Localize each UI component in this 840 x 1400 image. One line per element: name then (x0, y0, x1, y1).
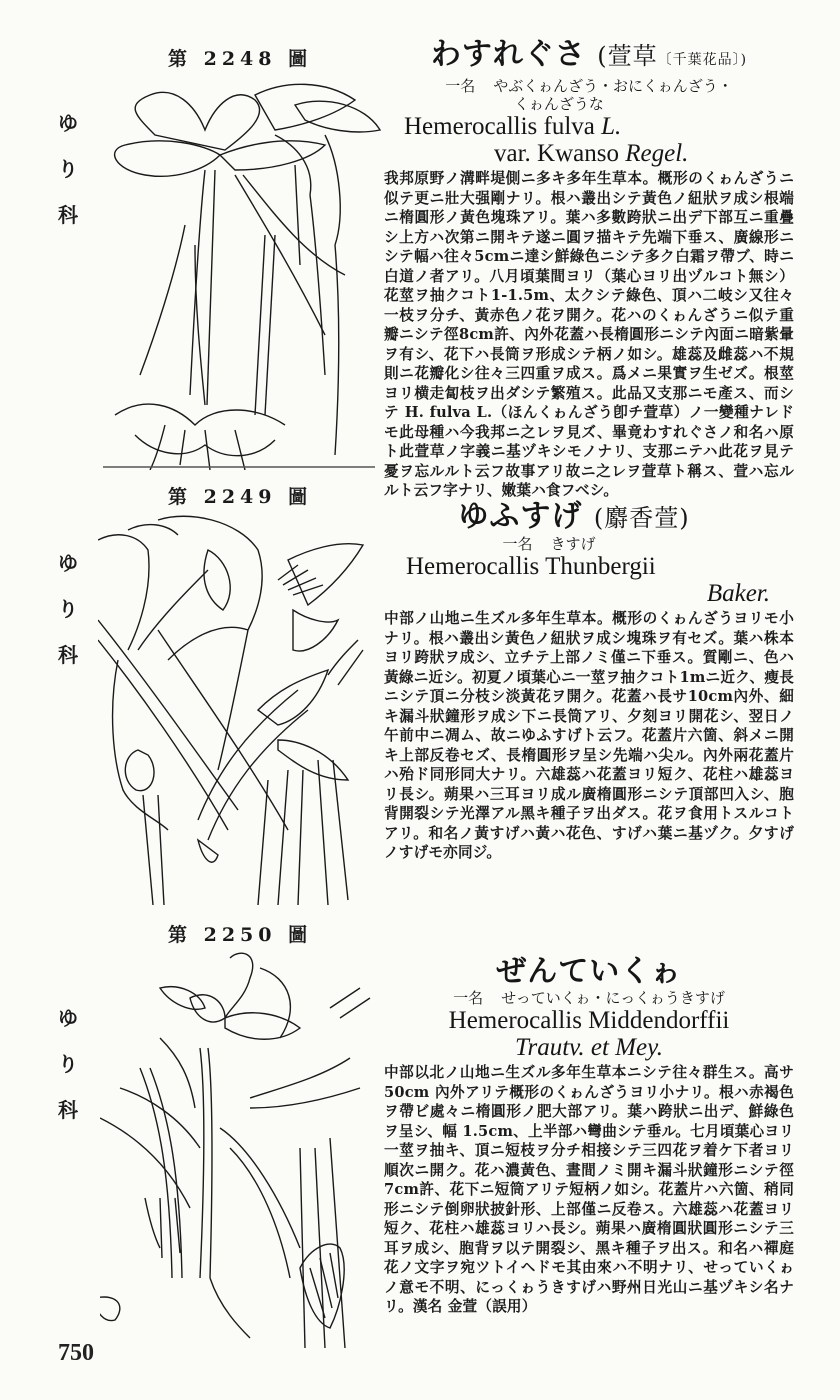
scientific-name: Hemerocallis Middendorffii (448, 1007, 730, 1034)
scientific-name: Hemerocallis Thunbergii (406, 553, 656, 580)
description: 中部以北ノ山地ニ生ズル多年生草本ニシテ往々群生ス。高サ 50cm 內外アリテ概形のくゎんざうヨリ小ナリ。根ハ赤褐色ヲ帶ビ處々ニ楕圓形ノ肥大部アリ。葉ハ跨狀ニ出デ、鮮綠色ヲ呈シ、幅 1.5cm、上半部ハ彎曲シテ垂ル。七月頃葉心ヨリ一莖ヲ抽キ、頂ニ短枝ヲ分チ相接シテ三四花ヲ着ケ下者ヨリ順次ニ開ク。花ハ濃黃色、晝間ノミ開キ漏斗狀鐘形ニシテ徑7cm許、花下ニ短筒アリテ短柄ノ如シ。花蓋片ハ六箇、稍同形ニシテ倒卵狀披針形、上部僅ニ反卷ス。六雄蕊ハ花蓋ヨリ短ク、花柱ハ雄蕊ヨリハ長シ。蒴果ハ廣楕圓狀圓形ニシテ三耳ヲ成シ、胞背ヲ以テ開裂シ、黑キ種子ヲ出ス。和名ハ禪庭花ノ文字ヲ宛ツトイヘドモ其由來ハ不明ナリ、せっていくゎノ意モ不明、にっくゎうきすげハ野州日光山ニ基ヅキシ名ナリ。漢名 金萱（誤用） (384, 1064, 794, 1315)
illustration-hemerocallis-fulva (95, 75, 385, 470)
alternate-names-cont: くゎんざうな (514, 95, 604, 113)
japanese-name: わすれぐさ (萱草〔千葉花品〕) (430, 37, 748, 72)
japanese-name: ぜんていくゎ (496, 954, 682, 989)
scientific-variety: var. Kwanso Regel. (494, 140, 689, 167)
alternate-names: 一名 きすげ (502, 535, 596, 553)
illustration-hemerocallis-thunbergii (98, 510, 378, 905)
family-label: ゆ り 科 (58, 1006, 78, 1122)
family-label: ゆ り 科 (58, 111, 78, 227)
alternate-names: 一名 やぶくゎんざう・おにくゎんざう・ (445, 77, 733, 95)
description: 我邦原野ノ溝畔堤側ニ多キ多年生草本。概形のくゎんざうニ似テ更ニ壯大强剛ナリ。根ハ叢出シテ黃色ノ紐狀ヲ成シ根端ニ楕圓形ノ黃色塊珠アリ。葉ハ多數跨狀ニ出デ下部互ニ重疊シ上方ハ次第ニ開キテ遂ニ圓ヲ描キテ先端下垂ス、廣線形ニシテ幅ハ往々5cmニ達シ鮮綠色ニシテ多ク白霜ヲ帶ブ、時ニ白道ノ者アリ。八月頃葉間ヨリ（葉心ヨリ出ヅルコト無シ）花莖ヲ抽クコト1-1.5m、太クシテ綠色、頂ハ二岐シ又往々一枝ヲ分チ、黃赤色ノ花ヲ開ク。花ハのくゎんざうニ似テ重瓣ニシテ徑8cm許、內外花蓋ハ長楕圓形ニシテ內面ニ暗紫暈ヲ有シ、花下ハ長筒ヲ形成シテ柄ノ如シ。雄蕊及雌蕊ハ不規則ニ花瓣化シ往々三四重ヲ成ス。爲メニ果實ヲ生ゼズ。根莖ヨリ横走匐枝ヲ出ダシテ繁殖ス。此品又支那ニモ產ス、而シテ H. fulva L.（ほんくゎんざう卽チ萱草）ノ一變種ナレドモ此母種ハ今我邦ニ之レヲ見ズ、畢竟わすれぐさノ和名ハ原ト此萱草ノ字義ニ基ヅキシモノナリ、支那ニテハ此花ヲ見テ憂ヲ忘ルルト云フ故事アリ故ニ之レヲ萱草ト稱ス、萱ハ忘ルルト云フ字ナリ、嫩葉ハ食フベシ。 (384, 170, 794, 499)
alternate-names: 一名 せっていくゎ・にっくゎうきすげ (453, 989, 725, 1007)
japanese-name: ゆふすげ (麝香萱) (458, 499, 690, 534)
scientific-author: Baker. (706, 580, 770, 607)
entry-text (384, 955, 794, 1317)
entry-text (384, 38, 794, 501)
family-label: ゆ り 科 (58, 551, 78, 667)
figure-label: 第 2248 圖 (168, 48, 313, 70)
scientific-name: Hemerocallis fulva L. (404, 113, 622, 140)
figure-label: 第 2249 圖 (168, 486, 313, 508)
description: 中部ノ山地ニ生ズル多年生草本。概形のくゎんざうヨリモ小ナリ。根ハ叢出シ黃色ノ紐狀ヲ成シ塊珠ヲ有セズ。葉ハ株本ヨリ跨狀ヲ成シ、立チテ上部ノミ僅ニ下垂ス。質剛ニ、色ハ黃綠ニ近シ。初夏ノ頃葉心ニ一莖ヲ抽クコト1mニ近ク、瘦長ニシテ頂ニ分枝シ淡黃花ヲ開ク。花蓋ハ長サ10cm內外、細キ漏斗狀鐘形ヲ成シ下ニ長筒アリ、夕刻ヨリ開花シ、翌日ノ午前中ニ凋ム、故ニゆふすげト云フ。花蓋片六箇、斜メニ開キ上部反卷セズ、長楕圓形ヲ呈シ先端ハ尖ル。內外兩花蓋片ハ殆ド同形同大ナリ。六雄蕊ハ花蓋ヨリ短ク、花柱ハ雄蕊ヨリ長シ。蒴果ハ三耳ヨリ成ル廣楕圓形ニシテ頂部凹入シ、胞背開裂シテ光澤アル黑キ種子ヲ出ダス。花ヲ食用トスルコトアリ。和名ノ黃すげハ黃ハ花色、すげハ葉ニ基ヅク。夕すげノすげモ亦同ジ。 (384, 610, 794, 861)
page-number: 750 (58, 1340, 94, 1366)
scientific-author: Trautv. et Mey. (514, 1034, 664, 1061)
figure-label: 第 2250 圖 (168, 924, 313, 946)
entry-text (384, 500, 794, 863)
illustration-hemerocallis-middendorffii (100, 948, 380, 1348)
